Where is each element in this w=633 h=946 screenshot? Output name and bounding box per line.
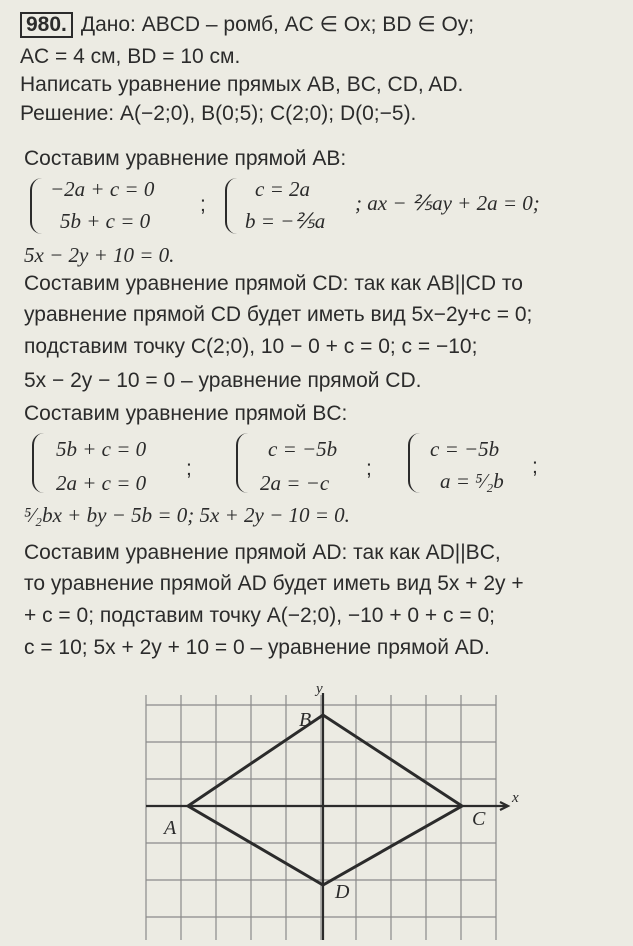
bc-result: ⁵⁄₂bx + by − 5b = 0; 5x + 2y − 10 = 0. <box>24 503 350 527</box>
bc-brace-2 <box>236 433 248 493</box>
bc-system2-eq1: c = −5b <box>268 437 338 461</box>
ad-line-1: Составим уравнение прямой AD: так как AD||BC, <box>24 541 501 564</box>
bc-brace-3 <box>408 433 420 493</box>
bc-system1-eq2: 2a + c = 0 <box>56 471 147 495</box>
ab-result: 5x − 2y + 10 = 0. <box>24 243 175 267</box>
vertex-d-label: D <box>335 881 350 903</box>
bc-system2-eq2: 2a = −c <box>260 471 330 495</box>
vertex-b-label: B <box>299 709 312 731</box>
problem-line-1: 980. Дано: ABCD – ромб, AC ∈ Ox; BD ∈ Oy; <box>20 12 474 38</box>
bc-system3-eq2: a = ⁵⁄₂b <box>440 469 504 493</box>
ab-system1-eq1: −2a + c = 0 <box>50 177 155 201</box>
ab-system2-eq2: b = −⅖a <box>245 209 326 233</box>
ab-brace-2 <box>225 178 237 234</box>
cd-line-3: подставим точку C(2;0), 10 − 0 + c = 0; c = −10; <box>24 335 478 358</box>
rhombus-graph <box>146 681 526 940</box>
vertex-a-label: A <box>164 817 177 839</box>
ab-system1-eq2: 5b + c = 0 <box>60 209 151 233</box>
cd-line-2: уравнение прямой CD будет иметь вид 5x−2y+c = 0; <box>24 303 533 326</box>
rhombus-abcd <box>188 715 462 885</box>
ab-system2-eq1: c = 2a <box>255 177 310 201</box>
x-axis-label: x <box>512 790 519 806</box>
bc-system1-eq1: 5b + c = 0 <box>56 437 147 461</box>
bc-brace-1 <box>32 433 44 493</box>
ab-brace-1 <box>30 178 42 234</box>
solution-points: Решение: A(−2;0), B(0;5); C(2;0); D(0;−5). <box>20 102 417 125</box>
bc-system3-eq1: c = −5b <box>430 437 500 461</box>
problem-line-2: AC = 4 см, BD = 10 см. <box>20 45 241 68</box>
ab-sep: ; <box>200 193 206 216</box>
bc-sep-2: ; <box>366 457 372 480</box>
y-axis-label: y <box>316 681 323 697</box>
cd-line-4: 5x − 2y − 10 = 0 – уравнение прямой CD. <box>24 369 422 392</box>
ad-line-3: + c = 0; подставим точку A(−2;0), −10 + 0 + c = 0; <box>24 604 495 627</box>
vertex-c-label: C <box>472 808 486 830</box>
bc-sep-3: ; <box>532 455 538 478</box>
ab-title: Составим уравнение прямой AB: <box>24 147 347 170</box>
problem-line-3: Написать уравнение прямых AB, BC, CD, AD. <box>20 73 464 96</box>
bc-sep-1: ; <box>186 457 192 480</box>
ad-line-2: то уравнение прямой AD будет иметь вид 5x + 2y + <box>24 572 524 595</box>
ad-line-4: c = 10; 5x + 2y + 10 = 0 – уравнение прямой AD. <box>24 636 490 659</box>
bc-title: Составим уравнение прямой BC: <box>24 402 348 425</box>
axes <box>146 693 508 940</box>
cd-line-1: Составим уравнение прямой CD: так как AB||CD то <box>24 272 523 295</box>
problem-number: 980. <box>20 12 73 38</box>
ab-general-equation: ; ax − ⅖ay + 2a = 0; <box>355 191 540 215</box>
